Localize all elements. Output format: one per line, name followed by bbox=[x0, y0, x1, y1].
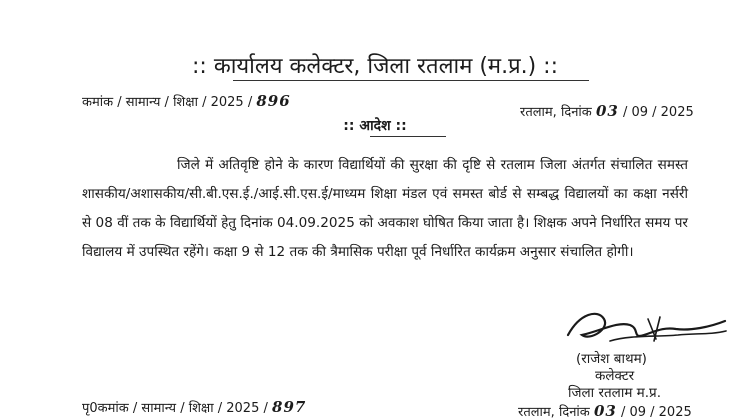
order-date-label: रतलाम, दिनांक bbox=[520, 105, 592, 120]
signatory-designation: कलेक्टर bbox=[595, 368, 635, 384]
order-number-handwritten: 896 bbox=[256, 92, 291, 110]
endorsement-date-line bbox=[518, 402, 692, 420]
order-number-line bbox=[82, 92, 291, 110]
title-underline bbox=[233, 80, 589, 81]
collector-signature bbox=[560, 305, 730, 353]
signatory-office: जिला रतलाम म.प्र. bbox=[568, 385, 662, 401]
order-paragraph: जिले में अतिवृष्टि होने के कारण विद्यार्थियों की सुरक्षा की दृष्टि से रतलाम जिला अंतर्गत संचालित समस्त शासकीय/अशासकीय/सी.बी.एस.ई./आई.सी.एस.ई/माध्यम शिक्षा मंडल एवं समस्त बोर्ड से सम्बद्ध विद्यालयों का कक्षा नर्सरी से 08 वीं तक के विद्यार्थियों हेतु दिनांक 04.09.2025 को अवकाश घोषित किया जाता है। शिक्षक अपने निर्धारित समय पर विद्यालय में उपस्थित रहेंगे। कक्षा 9 से 12 तक की त्रैमासिक परीक्षा पूर्व निर्धारित कार्यक्रम अनुसार संचालित होगी। bbox=[82, 157, 688, 260]
order-date-day-handwritten: 03 bbox=[595, 102, 619, 120]
endorsement-date-label: रतलाम, दिनांक bbox=[518, 405, 590, 420]
endorsement-date-day-handwritten: 03 bbox=[593, 402, 617, 420]
order-date-rest: / 09 / 2025 bbox=[622, 105, 694, 120]
endorsement-number-handwritten: 897 bbox=[272, 398, 307, 416]
order-body bbox=[82, 151, 688, 267]
endorsement-number-label: पृ0कमांक / सामान्य / शिक्षा / 2025 / bbox=[82, 401, 268, 416]
endorsement-date-rest: / 09 / 2025 bbox=[620, 405, 692, 420]
order-number-label: कमांक / सामान्य / शिक्षा / 2025 / bbox=[82, 95, 253, 110]
signatory-name: (राजेश बाथम) bbox=[576, 351, 647, 367]
endorsement-number-line bbox=[82, 398, 306, 416]
order-heading: :: आदेश :: bbox=[343, 118, 407, 134]
order-heading-underline bbox=[370, 136, 446, 137]
office-title: :: कार्यालय कलेक्टर, जिला रतलाम (म.प्र.) :: bbox=[192, 54, 558, 79]
